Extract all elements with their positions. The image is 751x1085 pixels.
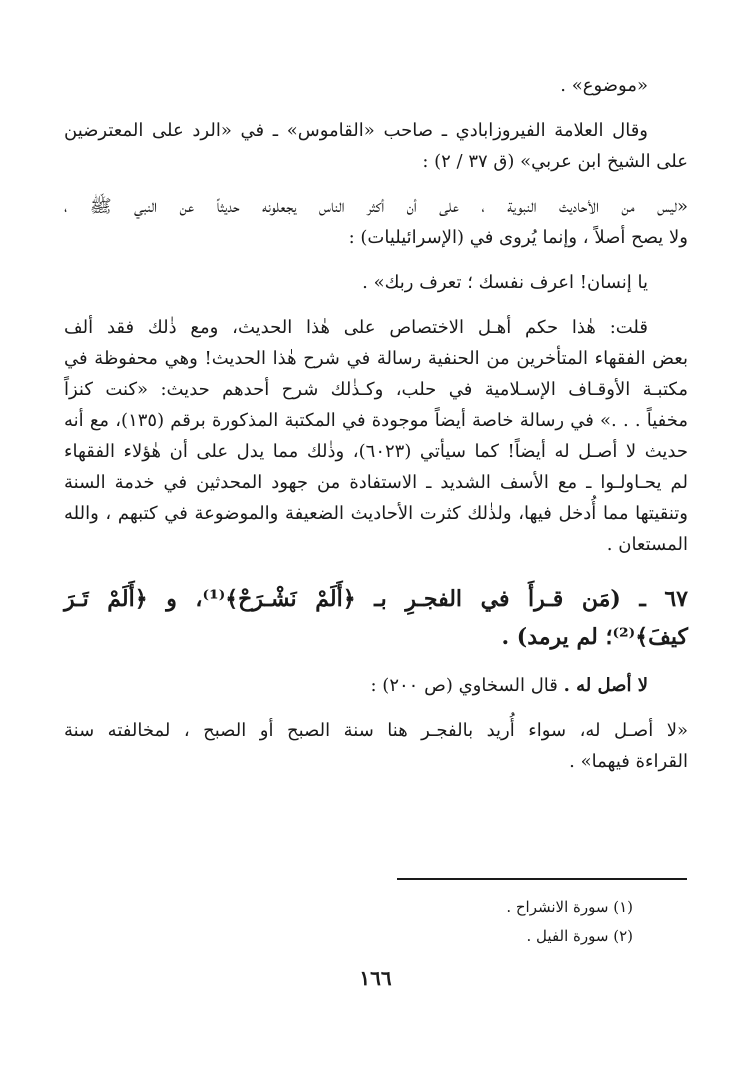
text-line: المستعان . <box>606 534 688 555</box>
paragraph-commentary <box>64 312 688 560</box>
text-line: يا إنسان! اعرف نفسك ؛ تعرف ربك» . <box>362 272 648 293</box>
text-line: حديث لا أصـل له أيضاً! كما سيأتي (٦٠٢٣)، وذٰلك مما يدل على أن هٰؤلاء الفقهاء <box>64 441 689 462</box>
page-body <box>64 70 688 777</box>
verdict-bold: لا أصل له . <box>563 675 648 696</box>
verdict-rest: قال السخاوي (ص ٢٠٠) : <box>370 675 564 696</box>
page-number: ١٦٦ <box>359 966 392 990</box>
text-line: «موضوع» . <box>560 75 648 96</box>
text-line: ولا يصح أصلاً ، وإنما يُروى في (الإسرائيليات) : <box>348 227 688 248</box>
text-line: القراءة فيهما» . <box>569 751 688 772</box>
text-line: مكتبـة الأوقـاف الإسـلامية في حلب، وكـذٰلك شرح أحدهم حديث: «كنت كنزاً <box>64 379 688 400</box>
text-line: لم يحـاولـوا ـ مع الأسف الشديد ـ الاستفادة من جهود المحدثين في خدمة السنة <box>64 472 688 493</box>
heading-line: كيفَ﴾⁽²⁾؛ لم يرمد) . <box>501 624 688 650</box>
text-line: «لا أصـل له، سواء أُريد بالفجـر هنا سنة الصبح أو الصبح ، لمخالفته سنة <box>64 720 688 741</box>
footnote-2: (٢) سورة الفيل . <box>526 927 633 945</box>
footnote-1: (١) سورة الانشراح . <box>506 898 633 916</box>
footnote-divider <box>397 878 687 880</box>
quote-paragraph <box>64 191 688 253</box>
text-line <box>64 670 688 701</box>
text-line: على الشيخ ابن عربي» (ق ٣٧ / ٢) : <box>422 151 688 172</box>
text-line: مخفياً . . .» في رسالة خاصة أيضاً موجودة في المكتبة المذكورة برقم (١٣٥)، مع أنه <box>64 410 688 431</box>
text-line: وتنقيتها مما أُدخل فيها، ولذٰلك كثرت الأحاديث الضعيفة والموضوعة في كتبهم ، والله <box>64 503 688 524</box>
text-line: قلت: هٰذا حكم أهـل الاختصاص على هٰذا الحديث، ومع ذٰلك فقد ألف <box>64 317 649 338</box>
footnotes <box>233 893 633 951</box>
sakhawi-quote <box>64 715 688 777</box>
hadith-heading <box>64 580 688 656</box>
text-line: وقال العلامة الفيروزابادي ـ صاحب «القاموس» ـ في «الرد على المعترضين <box>64 120 648 141</box>
text-line: بعض الفقهاء المتأخرين من الحنفية رسالة في شرح هٰذا الحديث! وهي محفوظة في <box>64 348 688 369</box>
text-line: «ليس من الأحاديث النبوية ، على أن أكثر الناس يجعلونه حديثاً عن النبي ﷺ ، <box>64 196 688 217</box>
heading-line: ٦٧ ـ (مَن قـرأَ في الفجـرِ بـ ﴿أَلَمْ نَشْـرَحْ﴾⁽¹⁾، و ﴿أَلَمْ تَـرَ <box>64 586 688 612</box>
verdict-paragraph <box>64 670 688 701</box>
paragraph-firuzabadi <box>64 115 688 177</box>
quote-ending <box>64 267 688 298</box>
